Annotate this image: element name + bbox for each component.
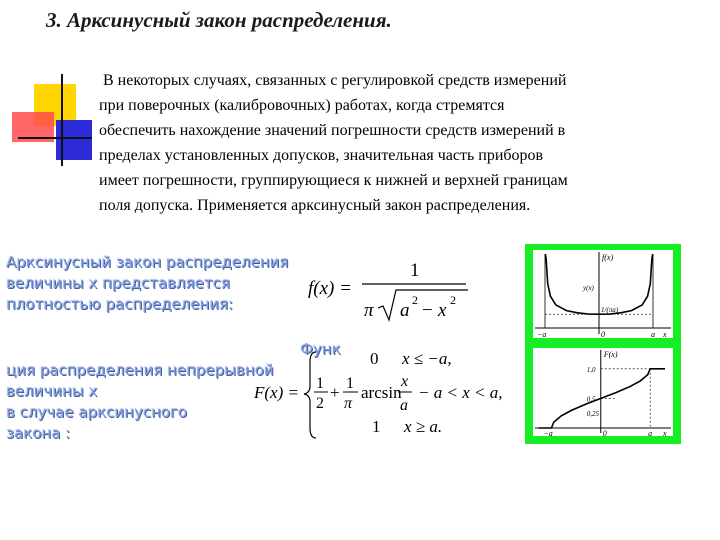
x-tick-label: −a [537, 330, 547, 338]
caption-line: в случае арксинусного [6, 403, 188, 421]
cdf-curve [539, 369, 665, 428]
x-tick-label: 0 [601, 330, 605, 338]
x-tick-label: x [663, 429, 667, 436]
curve-annotation: y(x) [583, 284, 594, 292]
cdf-half-num: 1 [316, 375, 324, 392]
y-tick-label: 1,0 [586, 365, 596, 374]
y-axis-label: f(x) [602, 253, 614, 262]
cdf-pi-den: π [344, 395, 353, 412]
x-tick-label: a [651, 330, 655, 338]
density-pi: π [364, 300, 374, 321]
cdf-arcsin: arcsin [361, 383, 402, 402]
caption-line: Арксинусный закон распределения [6, 253, 289, 271]
cdf-chart [533, 348, 673, 436]
intro-paragraph [99, 68, 699, 218]
y-axis-label: F(x) [603, 350, 618, 359]
caption-line: закона : [6, 424, 71, 442]
x-tick-label: 0 [602, 429, 607, 436]
min-level-annotation: 1/(πa) [601, 306, 619, 315]
cdf-case3-value: 1 [372, 417, 381, 436]
decorative-squares [12, 74, 92, 166]
paragraph-line: В некоторых случаях, связанных с регулировкой средств измерений [103, 72, 567, 89]
density-exp-a: 2 [412, 293, 418, 307]
density-radicand-a: a [400, 300, 410, 321]
cdf-pi-num: 1 [346, 375, 354, 392]
density-minus: − [422, 300, 433, 321]
density-formula [306, 252, 476, 332]
cdf-half-den: 2 [316, 395, 324, 412]
caption-line: плотностью распределения: [6, 295, 234, 313]
density-numerator: 1 [410, 260, 420, 281]
density-chart [533, 250, 673, 338]
caption-line: ция распределения непрерывной [6, 361, 274, 379]
cdf-plus: + [330, 383, 340, 402]
x-tick-label: −a [543, 429, 553, 436]
cdf-frac-num: x [401, 373, 409, 390]
paragraph-line: при поверочных (калибровочных) работах, когда стремятся [99, 97, 505, 114]
cdf-case1-cond: x ≤ −a, [402, 349, 452, 368]
cdf-frac-den: a [400, 397, 408, 414]
y-tick-label: 0,5 [586, 395, 596, 404]
density-radicand-x: x [438, 300, 447, 321]
paragraph-line: обеспечить нахождение значений погрешности средств измерений в [99, 122, 566, 139]
slide-title: 3. Арксинусный закон распределения. [46, 8, 392, 32]
paragraph-line: имеет погрешности, группирующиеся к нижней и верхней границам [99, 172, 568, 189]
cdf-case2-cond: − a < x < a, [418, 383, 503, 402]
x-tick-label: a [648, 429, 653, 436]
density-lhs: f(x) = [308, 278, 352, 299]
cdf-chart-panel [525, 344, 681, 444]
caption-line: величины x [6, 382, 98, 400]
y-tick-label: 0,25 [586, 410, 600, 419]
density-exp-x: 2 [450, 293, 456, 307]
caption-line: Функ [300, 340, 341, 358]
paragraph-line: поля допуска. Применяется арксинусный закон распределения. [99, 197, 531, 214]
paragraph-line: пределах установленных допусков, значительная часть приборов [99, 147, 544, 164]
cdf-case3-cond: x ≥ a. [404, 417, 443, 436]
cdf-case1-value: 0 [370, 349, 379, 368]
cdf-lhs: F(x) = [254, 383, 299, 402]
cdf-brace [304, 352, 316, 438]
density-chart-panel [525, 244, 681, 344]
x-tick-label: x [663, 330, 667, 338]
caption-line: величины x представляется [6, 274, 230, 292]
density-caption [6, 252, 288, 315]
cdf-formula [254, 348, 516, 440]
